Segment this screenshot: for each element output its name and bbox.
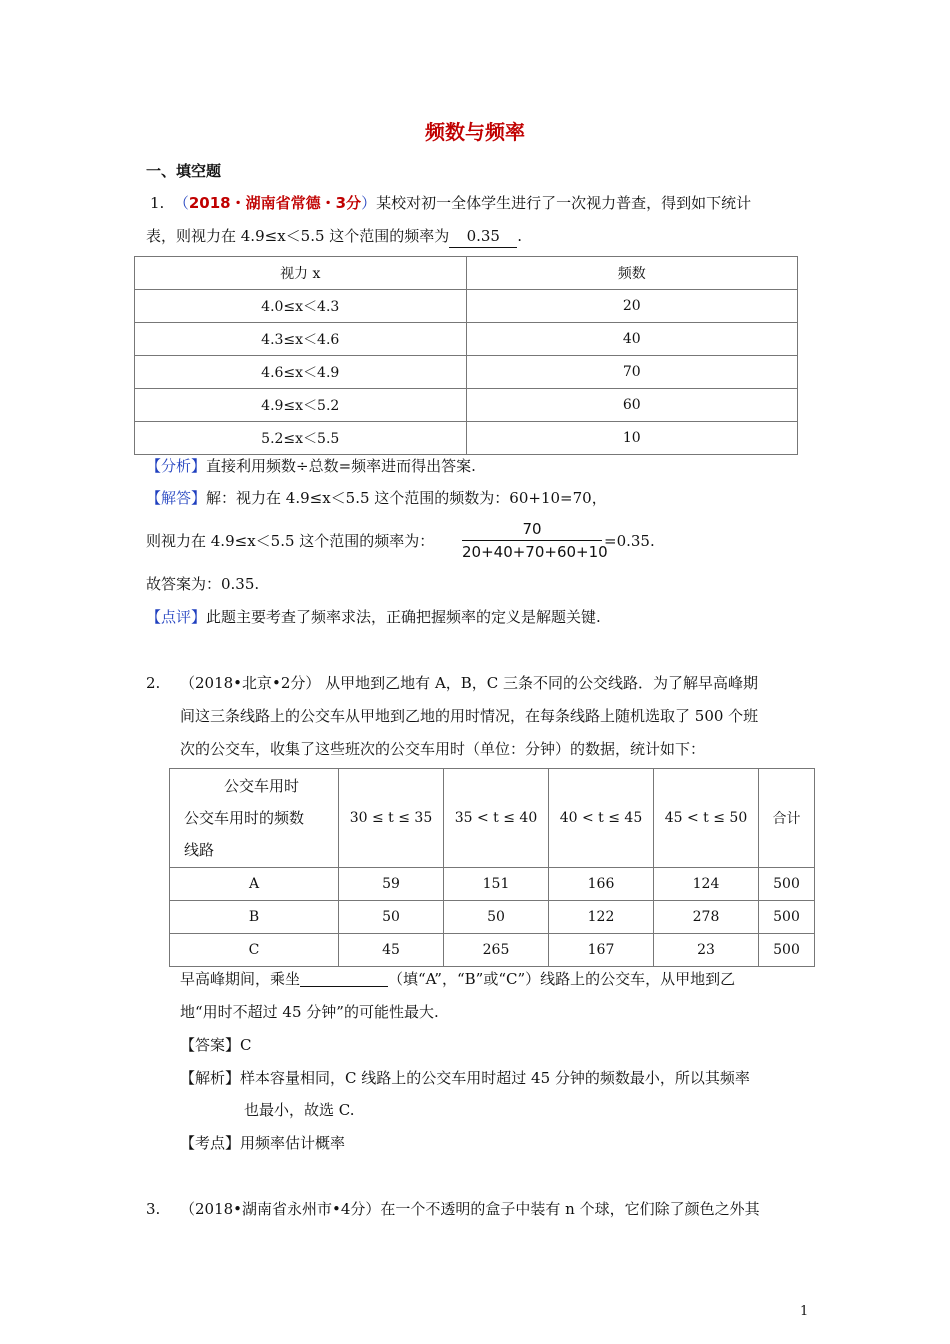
table-row — [170, 934, 815, 967]
fraction — [462, 520, 608, 561]
table-cell: 50 — [444, 901, 549, 934]
table-cell: 60 — [466, 389, 798, 422]
table-cell: 4.9≤x＜5.2 — [135, 389, 467, 422]
fraction-numerator: 70 — [462, 520, 602, 541]
q2-after-pre: 早高峰期间，乘坐 — [180, 970, 301, 988]
table-row — [170, 901, 815, 934]
table-corner-cell — [170, 769, 339, 868]
q1-line2 — [146, 225, 522, 248]
explain-tag: 【解析】 — [180, 1069, 241, 1087]
table-cell: 4.3≤x＜4.6 — [135, 323, 467, 356]
fraction-denominator: 20+40+70+60+10 — [462, 543, 608, 561]
table-row — [170, 868, 815, 901]
q1-number: 1. — [150, 194, 165, 212]
table-row — [135, 290, 798, 323]
table-cell: B — [170, 901, 339, 934]
q2-answer-blank — [300, 970, 388, 987]
comment-tag: 【点评】 — [146, 608, 207, 626]
q1-analysis — [146, 455, 476, 477]
q3-line1: （2018•湖南省永州市•4分）在一个不透明的盒子中装有 n 个球，它们除了颜色之外其 — [180, 1200, 760, 1218]
table-cell: 10 — [466, 422, 798, 455]
answer-text: C — [240, 1036, 252, 1054]
q2-explain-line2: 也最小，故选 C. — [244, 1101, 355, 1119]
q1-comment — [146, 606, 601, 628]
table-cell: 278 — [654, 901, 759, 934]
vision-frequency-table — [134, 256, 798, 455]
table-cell: 4.0≤x＜4.3 — [135, 290, 467, 323]
answer-tag: 【答案】 — [180, 1036, 241, 1054]
table-header: 45 < t ≤ 50 — [654, 769, 759, 868]
table-cell: 4.6≤x＜4.9 — [135, 356, 467, 389]
table-cell: 122 — [549, 901, 654, 934]
q2-after-post: （填“A”，“B”或“C”）线路上的公交车，从甲地到乙 — [388, 970, 736, 988]
q2-answer — [180, 1034, 252, 1056]
table-cell: C — [170, 934, 339, 967]
bus-time-table — [169, 768, 815, 967]
table-cell: A — [170, 868, 339, 901]
table-cell: 40 — [466, 323, 798, 356]
page-title: 频数与频率 — [425, 120, 525, 144]
q1-solution-line2-pre: 则视力在 4.9≤x＜5.5 这个范围的频率为： — [146, 532, 435, 550]
solution-text1: 解：视力在 4.9≤x＜5.5 这个范围的频数为：60+10=70， — [206, 489, 607, 507]
page-number: 1 — [800, 1304, 809, 1319]
q1-solution-line2-post: =0.35. — [604, 532, 655, 550]
table-cell: 20 — [466, 290, 798, 323]
section-heading: 一、填空题 — [146, 162, 222, 180]
q2-line3: 次的公交车，收集了这些班次的公交车用时（单位：分钟）的数据，统计如下： — [180, 740, 706, 758]
table-header: 40 < t ≤ 45 — [549, 769, 654, 868]
q2-number: 2. — [146, 674, 161, 692]
table-row — [135, 389, 798, 422]
corner-label-route: 线路 — [184, 841, 215, 859]
q2-after-line1 — [180, 968, 735, 990]
table-cell: 151 — [444, 868, 549, 901]
table-cell: 500 — [759, 868, 815, 901]
q2-after-line2: 地“用时不超过 45 分钟”的可能性最大. — [180, 1003, 439, 1021]
table-row — [135, 422, 798, 455]
q1-text1: 某校对初一全体学生进行了一次视力普查，得到如下统计 — [376, 194, 752, 212]
q1-text2-end: . — [517, 227, 523, 245]
table-row — [135, 356, 798, 389]
table-cell: 70 — [466, 356, 798, 389]
table-cell: 124 — [654, 868, 759, 901]
q1-answer-blank: 0.35 — [449, 225, 517, 248]
corner-label-frequency: 公交车用时的频数 — [184, 809, 305, 827]
table-cell: 500 — [759, 901, 815, 934]
table-cell: 167 — [549, 934, 654, 967]
q1-close-bracket: ） — [361, 194, 377, 212]
comment-text: 此题主要考查了频率求法，正确把握频率的定义是解题关键. — [206, 608, 601, 626]
table-header: 视力 x — [135, 257, 467, 290]
table-cell: 23 — [654, 934, 759, 967]
table-cell: 500 — [759, 934, 815, 967]
q1-open-bracket: （ — [173, 194, 189, 212]
q1-source: 2018・湖南省常德・3分 — [188, 194, 362, 212]
q1-text2: 表，则视力在 4.9≤x＜5.5 这个范围的频率为 — [146, 227, 450, 245]
point-tag: 【考点】 — [180, 1134, 241, 1152]
table-cell: 59 — [339, 868, 444, 901]
corner-label-time: 公交车用时 — [224, 777, 300, 795]
q2-explain-line1 — [180, 1067, 750, 1089]
q3-number: 3. — [146, 1200, 161, 1218]
analysis-text: 直接利用频数÷总数=频率进而得出答案. — [206, 457, 476, 475]
explain-text1: 样本容量相同，C 线路上的公交车用时超过 45 分钟的频数最小，所以其频率 — [240, 1069, 750, 1087]
analysis-tag: 【分析】 — [146, 457, 207, 475]
q2-line1: （2018•北京•2分） 从甲地到乙地有 A，B，C 三条不同的公交线路．为了解早高峰期 — [180, 674, 759, 692]
q1-final-answer: 故答案为：0.35. — [146, 575, 260, 593]
q2-point — [180, 1132, 345, 1154]
q2-line2: 间这三条线路上的公交车从甲地到乙地的用时情况，在每条线路上随机选取了 500 个班 — [180, 707, 759, 725]
q1-solution-line1 — [146, 487, 607, 509]
table-header: 频数 — [466, 257, 798, 290]
table-header: 30 ≤ t ≤ 35 — [339, 769, 444, 868]
table-cell: 5.2≤x＜5.5 — [135, 422, 467, 455]
table-header: 35 < t ≤ 40 — [444, 769, 549, 868]
table-cell: 166 — [549, 868, 654, 901]
table-header-row — [170, 769, 815, 868]
table-header: 合计 — [759, 769, 815, 868]
table-cell: 265 — [444, 934, 549, 967]
table-cell: 50 — [339, 901, 444, 934]
table-row — [135, 323, 798, 356]
point-text: 用频率估计概率 — [240, 1134, 346, 1152]
table-header-row — [135, 257, 798, 290]
q1-line1 — [150, 192, 751, 214]
solution-tag: 【解答】 — [146, 489, 207, 507]
table-cell: 45 — [339, 934, 444, 967]
